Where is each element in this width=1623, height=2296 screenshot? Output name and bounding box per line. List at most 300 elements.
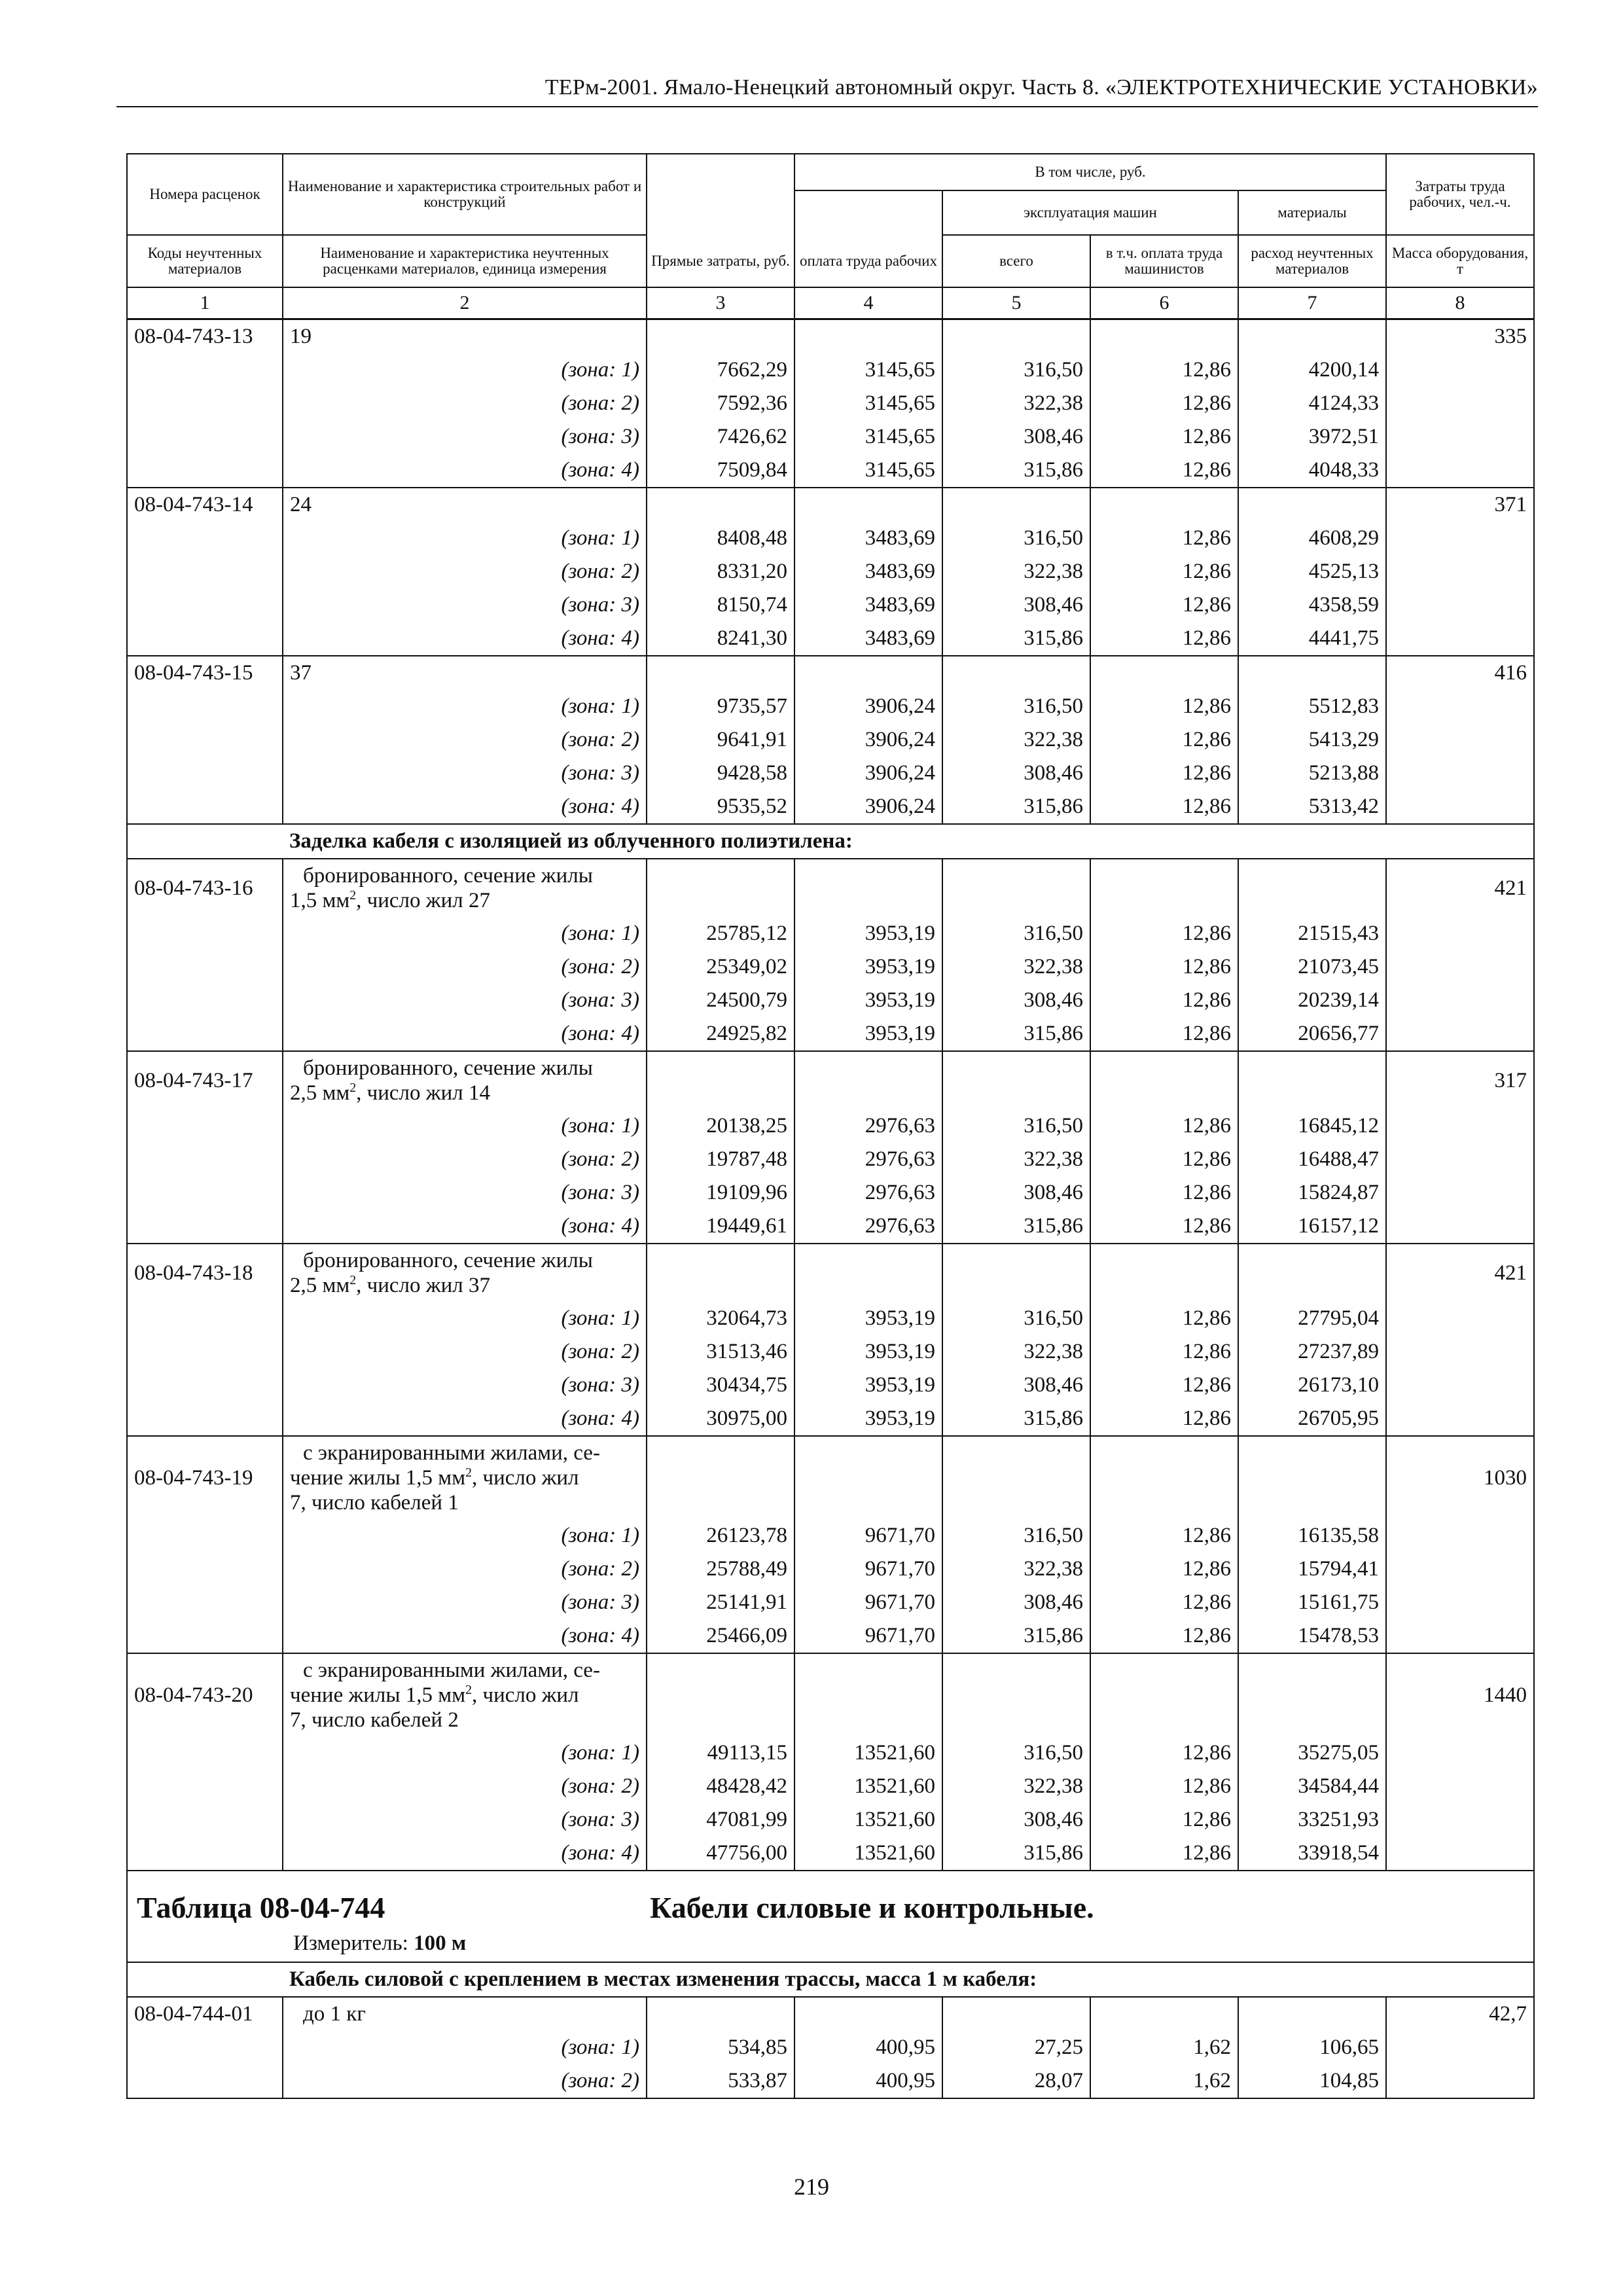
table-row: [127, 656, 1534, 690]
materials-value: 4048,33: [1238, 454, 1386, 488]
value-cell-empty: [942, 1051, 1090, 1109]
machine-total-value: 315,86: [942, 1402, 1090, 1436]
table-row: [127, 690, 1534, 723]
table-row: [127, 353, 1534, 387]
code-cell-empty: [127, 1837, 283, 1871]
direct-costs-value: 9641,91: [647, 723, 794, 757]
table-row: [127, 824, 1534, 859]
item-name-text: 1,5 мм: [290, 889, 350, 912]
direct-costs-value: 47081,99: [647, 1803, 794, 1837]
machine-total-value: 308,46: [942, 420, 1090, 454]
code-cell-empty: [127, 690, 283, 723]
worker-pay-value: 13521,60: [794, 1736, 942, 1770]
item-name-line: [290, 1683, 639, 1708]
worker-pay-value: 3953,19: [794, 1402, 942, 1436]
value-cell-empty: [647, 488, 794, 522]
value-cell-empty: [1090, 1436, 1238, 1519]
rate-code: 08-04-743-16: [127, 859, 283, 917]
item-name-line: с экранированными жилами, се-: [303, 1441, 600, 1465]
zone-label: (зона: 2): [283, 555, 647, 588]
code-cell-empty: [127, 1770, 283, 1803]
zone-label: (зона: 1): [283, 1109, 647, 1143]
direct-costs-value: 26123,78: [647, 1519, 794, 1552]
table-row: [127, 1335, 1534, 1369]
item-name: [283, 1653, 647, 1736]
rates-table-body: [127, 154, 1534, 2098]
item-name-text: , число жил 37: [356, 1274, 490, 1297]
header-labor: Затраты труда рабочих, чел.-ч.: [1386, 154, 1534, 235]
materials-value: 34584,44: [1238, 1770, 1386, 1803]
col-index: 8: [1386, 287, 1534, 319]
table-row: [127, 917, 1534, 950]
item-name-text: , число жил 14: [356, 1081, 490, 1105]
table-row: [127, 420, 1534, 454]
materials-value: 20656,77: [1238, 1017, 1386, 1051]
direct-costs-value: 8408,48: [647, 522, 794, 555]
operator-pay-value: 12,86: [1090, 555, 1238, 588]
table-row: [127, 2031, 1534, 2064]
code-cell-empty: [127, 723, 283, 757]
item-name-line: 7, число кабелей 2: [290, 1708, 459, 1732]
section-title: Заделка кабеля с изоляцией из облученного полиэтилена:: [283, 824, 1534, 859]
materials-value: 15824,87: [1238, 1176, 1386, 1210]
machine-total-value: 322,38: [942, 387, 1090, 420]
operator-pay-value: 12,86: [1090, 522, 1238, 555]
labor-value: 416: [1386, 656, 1534, 690]
zone-label: (зона: 3): [283, 984, 647, 1017]
materials-value: 20239,14: [1238, 984, 1386, 1017]
machine-total-value: 322,38: [942, 950, 1090, 984]
worker-pay-value: 2976,63: [794, 1143, 942, 1176]
zone-label: (зона: 2): [283, 950, 647, 984]
machine-total-value: 316,50: [942, 1302, 1090, 1335]
direct-costs-value: 25141,91: [647, 1586, 794, 1619]
materials-value: 27237,89: [1238, 1335, 1386, 1369]
item-name: до 1 кг: [283, 1997, 647, 2031]
value-cell-empty: [1090, 1653, 1238, 1736]
code-cell-empty: [127, 2064, 283, 2098]
zone-label: (зона: 4): [283, 790, 647, 824]
table-row: [127, 319, 1534, 354]
col-index: 5: [942, 287, 1090, 319]
item-name-text: 2,5 мм: [290, 1274, 350, 1297]
zone-label: (зона: 4): [283, 454, 647, 488]
operator-pay-value: 12,86: [1090, 1017, 1238, 1051]
labor-value: 371: [1386, 488, 1534, 522]
table-row: [127, 1653, 1534, 1736]
table-row: [127, 1051, 1534, 1109]
value-cell-empty: [942, 319, 1090, 354]
materials-value: 27795,04: [1238, 1302, 1386, 1335]
labor-cell-empty: [1386, 757, 1534, 790]
machine-total-value: 316,50: [942, 1109, 1090, 1143]
table-row: [127, 488, 1534, 522]
running-head: ТЕРм-2001. Ямало-Ненецкий автономный округ. Часть 8. «ЭЛЕКТРОТЕХНИЧЕСКИЕ УСТАНОВКИ»: [116, 73, 1538, 107]
value-cell-empty: [1238, 488, 1386, 522]
materials-value: 26173,10: [1238, 1369, 1386, 1402]
table-row: [127, 1552, 1534, 1586]
machine-total-value: 315,86: [942, 1017, 1090, 1051]
code-cell-empty: [127, 387, 283, 420]
table-row: [127, 1143, 1534, 1176]
code-cell-empty: [127, 1302, 283, 1335]
item-name: 24: [283, 488, 647, 522]
labor-cell-empty: [1386, 1586, 1534, 1619]
value-cell-empty: [794, 656, 942, 690]
value-cell-empty: [1090, 1051, 1238, 1109]
worker-pay-value: 3953,19: [794, 1335, 942, 1369]
operator-pay-value: 12,86: [1090, 1770, 1238, 1803]
materials-value: 35275,05: [1238, 1736, 1386, 1770]
superscript: 2: [349, 1081, 357, 1095]
labor-value: 317: [1386, 1051, 1534, 1109]
section-title: Кабель силовой с креплением в местах изменения трассы, масса 1 м кабеля:: [283, 1962, 1534, 1997]
value-cell-empty: [1090, 1244, 1238, 1302]
labor-cell-empty: [1386, 1837, 1534, 1871]
zone-label: (зона: 1): [283, 522, 647, 555]
page-number: 219: [794, 2174, 829, 2200]
labor-cell-empty: [1386, 790, 1534, 824]
worker-pay-value: 3953,19: [794, 984, 942, 1017]
worker-pay-value: 3483,69: [794, 622, 942, 656]
worker-pay-value: 3906,24: [794, 723, 942, 757]
materials-value: 15794,41: [1238, 1552, 1386, 1586]
header-rate-numbers: Номера расценок: [127, 154, 283, 235]
labor-cell-empty: [1386, 1519, 1534, 1552]
direct-costs-value: 9428,58: [647, 757, 794, 790]
col-index: 2: [283, 287, 647, 319]
direct-costs-value: 47756,00: [647, 1837, 794, 1871]
operator-pay-value: 12,86: [1090, 588, 1238, 622]
rate-code: 08-04-743-19: [127, 1436, 283, 1519]
item-name: [283, 859, 647, 917]
machine-total-value: 308,46: [942, 757, 1090, 790]
zone-label: (зона: 3): [283, 1586, 647, 1619]
labor-value: 1440: [1386, 1653, 1534, 1736]
item-name-line: с экранированными жилами, се-: [303, 1659, 600, 1682]
labor-cell-empty: [1386, 2064, 1534, 2098]
worker-pay-value: 13521,60: [794, 1770, 942, 1803]
rate-code: 08-04-743-13: [127, 319, 283, 354]
table-row: [127, 1619, 1534, 1653]
zone-label: (зона: 3): [283, 420, 647, 454]
materials-value: 16157,12: [1238, 1210, 1386, 1244]
value-cell-empty: [942, 1997, 1090, 2031]
worker-pay-value: 3145,65: [794, 387, 942, 420]
code-cell-empty: [127, 555, 283, 588]
zone-label: (зона: 4): [283, 1210, 647, 1244]
zone-label: (зона: 3): [283, 1803, 647, 1837]
code-cell-empty: [127, 1519, 283, 1552]
operator-pay-value: 1,62: [1090, 2031, 1238, 2064]
operator-pay-value: 1,62: [1090, 2064, 1238, 2098]
code-cell-empty: [127, 1736, 283, 1770]
table-row: [127, 1770, 1534, 1803]
worker-pay-value: 9671,70: [794, 1619, 942, 1653]
machine-total-value: 315,86: [942, 1210, 1090, 1244]
direct-costs-value: 9735,57: [647, 690, 794, 723]
table-row: [127, 622, 1534, 656]
materials-value: 5313,42: [1238, 790, 1386, 824]
worker-pay-value: 3953,19: [794, 950, 942, 984]
labor-cell-empty: [1386, 1369, 1534, 1402]
labor-cell-empty: [1386, 1803, 1534, 1837]
worker-pay-value: 2976,63: [794, 1176, 942, 1210]
labor-cell-empty: [1386, 917, 1534, 950]
header-unaccounted-codes: Коды неучтенных материалов: [127, 235, 283, 287]
materials-value: 5413,29: [1238, 723, 1386, 757]
section-code-empty: [127, 824, 283, 859]
labor-cell-empty: [1386, 984, 1534, 1017]
code-cell-empty: [127, 1210, 283, 1244]
machine-total-value: 308,46: [942, 1586, 1090, 1619]
rates-table: [126, 153, 1535, 2099]
code-cell-empty: [127, 1402, 283, 1436]
section-code-empty: [127, 1962, 283, 1997]
table-row: [127, 723, 1534, 757]
code-cell-empty: [127, 1109, 283, 1143]
table-row: [127, 1997, 1534, 2031]
labor-cell-empty: [1386, 1109, 1534, 1143]
labor-cell-empty: [1386, 420, 1534, 454]
labor-value: 42,7: [1386, 1997, 1534, 2031]
materials-value: 16135,58: [1238, 1519, 1386, 1552]
direct-costs-value: 8150,74: [647, 588, 794, 622]
rate-code: 08-04-743-17: [127, 1051, 283, 1109]
item-name-text: , число жил: [471, 1683, 579, 1707]
header-incl: В том числе, руб.: [794, 154, 1386, 190]
item-name-line: бронированного, сечение жилы: [303, 1249, 593, 1272]
machine-total-value: 322,38: [942, 1770, 1090, 1803]
labor-cell-empty: [1386, 723, 1534, 757]
value-cell-empty: [794, 1653, 942, 1736]
materials-value: 5512,83: [1238, 690, 1386, 723]
table-row: [127, 1109, 1534, 1143]
zone-label: (зона: 4): [283, 1837, 647, 1871]
direct-costs-value: 8241,30: [647, 622, 794, 656]
labor-cell-empty: [1386, 1552, 1534, 1586]
table-row: [127, 1302, 1534, 1335]
materials-value: 21073,45: [1238, 950, 1386, 984]
code-cell-empty: [127, 757, 283, 790]
value-cell-empty: [942, 656, 1090, 690]
value-cell-empty: [942, 1436, 1090, 1519]
machine-total-value: 308,46: [942, 1803, 1090, 1837]
machine-total-value: 308,46: [942, 588, 1090, 622]
table-row: [127, 1519, 1534, 1552]
worker-pay-value: 3953,19: [794, 1017, 942, 1051]
labor-cell-empty: [1386, 555, 1534, 588]
direct-costs-value: 534,85: [647, 2031, 794, 2064]
operator-pay-value: 12,86: [1090, 1519, 1238, 1552]
table-row: [127, 454, 1534, 488]
labor-value: 1030: [1386, 1436, 1534, 1519]
machine-total-value: 316,50: [942, 690, 1090, 723]
value-cell-empty: [794, 1997, 942, 2031]
header-machine-ops: эксплуатация машин: [942, 190, 1238, 235]
code-cell-empty: [127, 917, 283, 950]
value-cell-empty: [1090, 488, 1238, 522]
labor-cell-empty: [1386, 353, 1534, 387]
operator-pay-value: 12,86: [1090, 1369, 1238, 1402]
table-name: Кабели силовые и контрольные.: [650, 1890, 1094, 1924]
worker-pay-value: 3953,19: [794, 917, 942, 950]
code-cell-empty: [127, 1552, 283, 1586]
worker-pay-value: 400,95: [794, 2031, 942, 2064]
item-name: 19: [283, 319, 647, 354]
table-row: [127, 859, 1534, 917]
value-cell-empty: [794, 859, 942, 917]
labor-value: 421: [1386, 1244, 1534, 1302]
zone-label: (зона: 2): [283, 1770, 647, 1803]
machine-total-value: 315,86: [942, 454, 1090, 488]
operator-pay-value: 12,86: [1090, 1302, 1238, 1335]
labor-value: 421: [1386, 859, 1534, 917]
materials-value: 15478,53: [1238, 1619, 1386, 1653]
direct-costs-value: 30434,75: [647, 1369, 794, 1402]
table-row: [127, 790, 1534, 824]
operator-pay-value: 12,86: [1090, 1143, 1238, 1176]
item-name-text: чение жилы 1,5 мм: [290, 1466, 466, 1490]
code-cell-empty: [127, 454, 283, 488]
value-cell-empty: [1090, 859, 1238, 917]
materials-value: 106,65: [1238, 2031, 1386, 2064]
header-unaccounted-names: Наименование и характеристика неучтенных расценками материалов, единица измерения: [283, 235, 647, 287]
header-unaccounted-materials: расход неучтенных материалов: [1238, 235, 1386, 287]
worker-pay-value: 3906,24: [794, 790, 942, 824]
zone-label: (зона: 2): [283, 1552, 647, 1586]
direct-costs-value: 32064,73: [647, 1302, 794, 1335]
measure-value: 100 м: [414, 1931, 467, 1955]
worker-pay-value: 3145,65: [794, 454, 942, 488]
direct-costs-value: 30975,00: [647, 1402, 794, 1436]
labor-cell-empty: [1386, 1335, 1534, 1369]
rate-code: 08-04-743-20: [127, 1653, 283, 1736]
zone-label: (зона: 4): [283, 622, 647, 656]
labor-cell-empty: [1386, 2031, 1534, 2064]
worker-pay-value: 3953,19: [794, 1369, 942, 1402]
table-row: [127, 1402, 1534, 1436]
code-cell-empty: [127, 1586, 283, 1619]
value-cell-empty: [1238, 859, 1386, 917]
materials-value: 4358,59: [1238, 588, 1386, 622]
value-cell-empty: [1238, 1436, 1386, 1519]
worker-pay-value: 13521,60: [794, 1803, 942, 1837]
materials-value: 21515,43: [1238, 917, 1386, 950]
labor-cell-empty: [1386, 387, 1534, 420]
labor-cell-empty: [1386, 622, 1534, 656]
worker-pay-value: 9671,70: [794, 1519, 942, 1552]
value-cell-empty: [1090, 656, 1238, 690]
value-cell-empty: [647, 1997, 794, 2031]
machine-total-value: 308,46: [942, 984, 1090, 1017]
table-row: [127, 1803, 1534, 1837]
value-cell-empty: [1238, 1244, 1386, 1302]
table-row: [127, 1017, 1534, 1051]
direct-costs-value: 25349,02: [647, 950, 794, 984]
table-row: [127, 588, 1534, 622]
zone-label: (зона: 3): [283, 1369, 647, 1402]
operator-pay-value: 12,86: [1090, 690, 1238, 723]
labor-cell-empty: [1386, 1619, 1534, 1653]
operator-pay-value: 12,86: [1090, 984, 1238, 1017]
labor-cell-empty: [1386, 1402, 1534, 1436]
item-name: [283, 1051, 647, 1109]
worker-pay-value: 2976,63: [794, 1210, 942, 1244]
code-cell-empty: [127, 353, 283, 387]
operator-pay-value: 12,86: [1090, 622, 1238, 656]
superscript: 2: [349, 888, 357, 903]
zone-label: (зона: 2): [283, 387, 647, 420]
direct-costs-value: 19787,48: [647, 1143, 794, 1176]
value-cell-empty: [1238, 319, 1386, 354]
materials-value: 15161,75: [1238, 1586, 1386, 1619]
direct-costs-value: 7592,36: [647, 387, 794, 420]
table-row: [127, 1871, 1534, 1929]
value-cell-empty: [1238, 656, 1386, 690]
table-row: [127, 984, 1534, 1017]
table-row: [127, 387, 1534, 420]
zone-label: (зона: 1): [283, 690, 647, 723]
item-name-text: 2,5 мм: [290, 1081, 350, 1105]
table-row: [127, 950, 1534, 984]
labor-cell-empty: [1386, 454, 1534, 488]
direct-costs-value: 49113,15: [647, 1736, 794, 1770]
zone-label: (зона: 4): [283, 1619, 647, 1653]
code-cell-empty: [127, 1143, 283, 1176]
machine-total-value: 308,46: [942, 1369, 1090, 1402]
zone-label: (зона: 2): [283, 1143, 647, 1176]
operator-pay-value: 12,86: [1090, 950, 1238, 984]
table-title-row: [127, 1871, 1534, 1929]
labor-cell-empty: [1386, 1017, 1534, 1051]
header-equipment-mass: Масса оборудования, т: [1386, 235, 1534, 287]
worker-pay-value: 2976,63: [794, 1109, 942, 1143]
value-cell-empty: [647, 859, 794, 917]
value-cell-empty: [942, 859, 1090, 917]
operator-pay-value: 12,86: [1090, 1335, 1238, 1369]
col-index: 6: [1090, 287, 1238, 319]
table-row: [127, 1369, 1534, 1402]
header-direct-costs: Прямые затраты, руб.: [647, 235, 794, 287]
table-row: [127, 1210, 1534, 1244]
materials-value: 4200,14: [1238, 353, 1386, 387]
operator-pay-value: 12,86: [1090, 723, 1238, 757]
superscript: 2: [349, 1273, 357, 1287]
machine-total-value: 315,86: [942, 1837, 1090, 1871]
materials-value: 33251,93: [1238, 1803, 1386, 1837]
value-cell-empty: [647, 319, 794, 354]
rate-code: 08-04-744-01: [127, 1997, 283, 2031]
value-cell-empty: [647, 1653, 794, 1736]
code-cell-empty: [127, 1369, 283, 1402]
worker-pay-value: 400,95: [794, 2064, 942, 2098]
zone-label: (зона: 2): [283, 2064, 647, 2098]
col-index: 4: [794, 287, 942, 319]
item-name-text: , число жил: [471, 1466, 579, 1490]
materials-value: 3972,51: [1238, 420, 1386, 454]
header-worker-pay-top: [794, 190, 942, 235]
worker-pay-value: 3483,69: [794, 522, 942, 555]
code-cell-empty: [127, 790, 283, 824]
item-name-line: бронированного, сечение жилы: [303, 864, 593, 888]
header-total: всего: [942, 235, 1090, 287]
code-cell-empty: [127, 588, 283, 622]
value-cell-empty: [942, 488, 1090, 522]
zone-label: (зона: 3): [283, 757, 647, 790]
machine-total-value: 315,86: [942, 1619, 1090, 1653]
value-cell-empty: [647, 1436, 794, 1519]
